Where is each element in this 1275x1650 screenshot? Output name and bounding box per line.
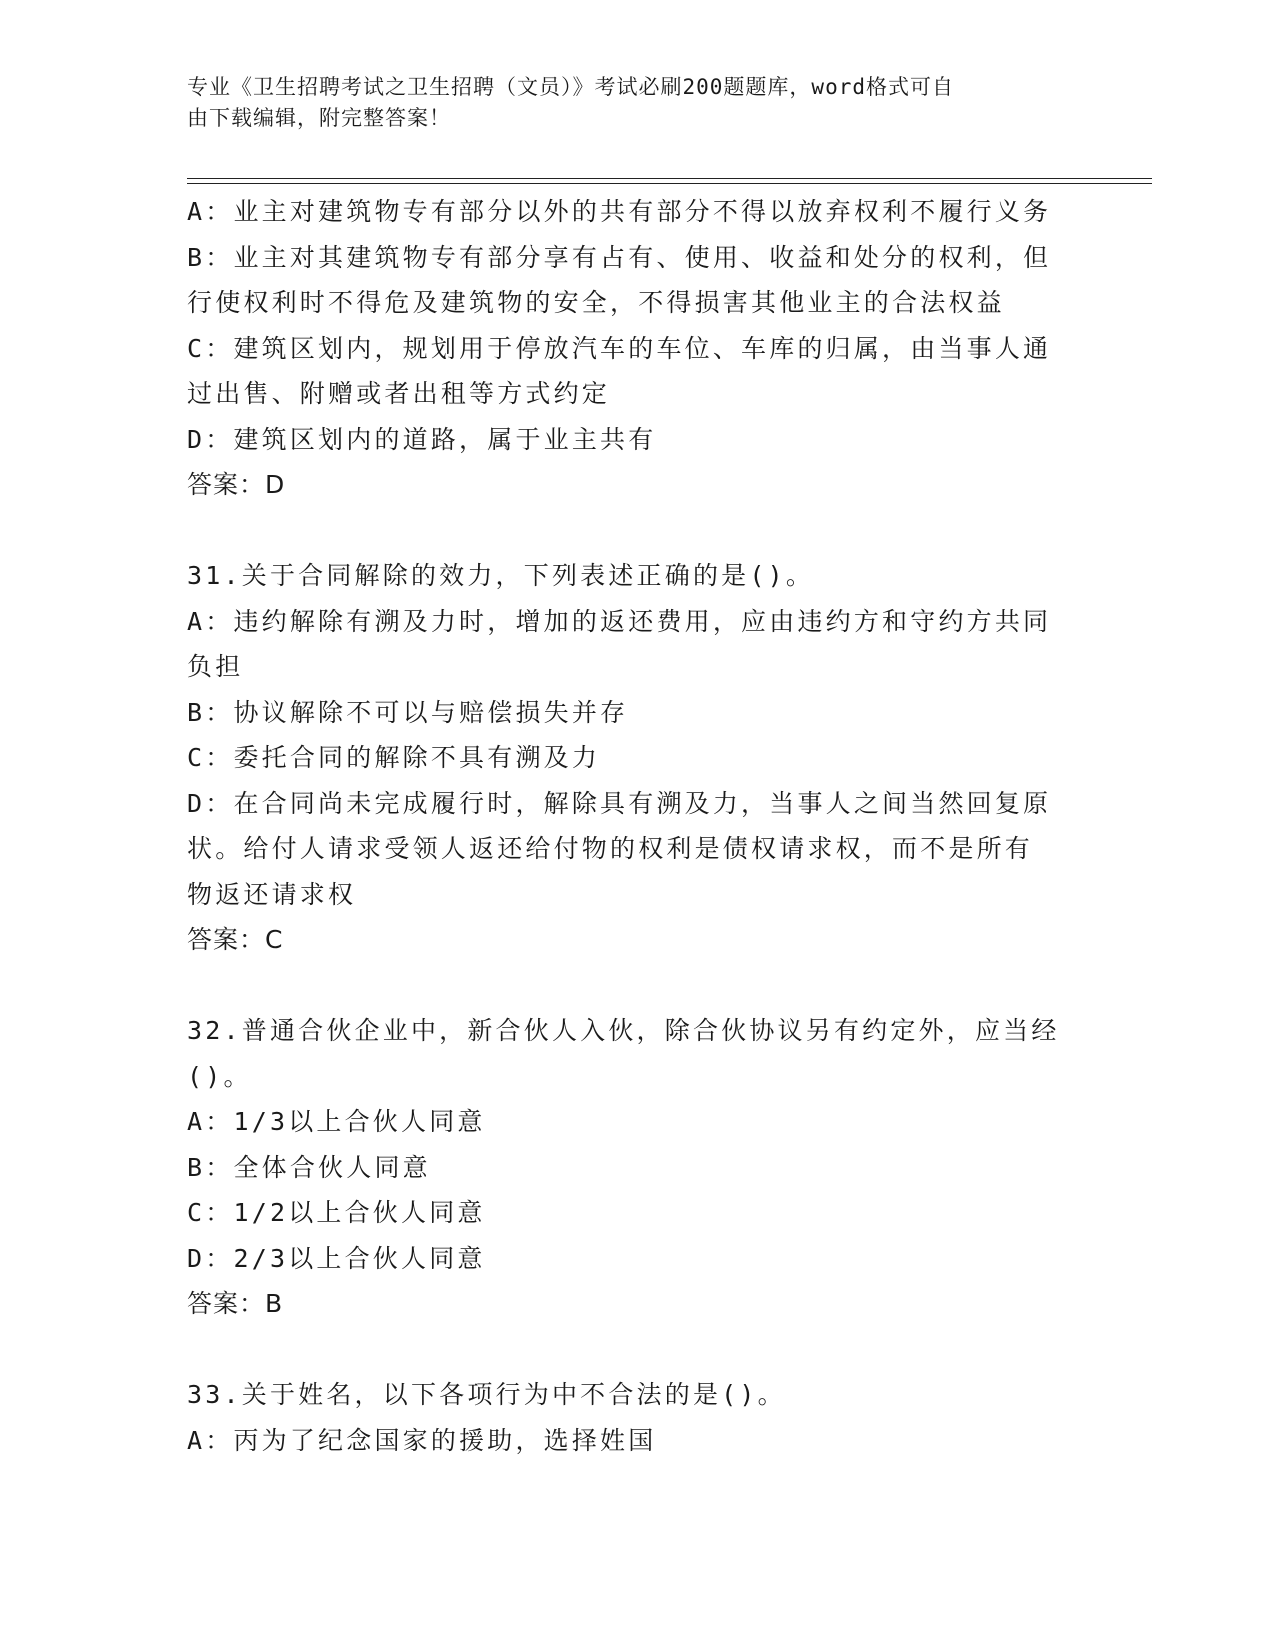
header-line-1: 专业《卫生招聘考试之卫生招聘（文员）》考试必刷200题题库，word格式可自 <box>187 75 954 99</box>
q30-option-d: D：建筑区划内的道路，属于业主共有 <box>187 424 657 454</box>
q32-stem-line-2: ()。 <box>187 1061 252 1091</box>
q31-stem: 31.关于合同解除的效力，下列表述正确的是()。 <box>187 561 815 590</box>
header-line-2: 由下载编辑，附完整答案！ <box>187 106 451 130</box>
q30-option-b-line-2: 行使权利时不得危及建筑物的安全，不得损害其他业主的合法权益 <box>187 288 1005 317</box>
q33-stem: 33.关于姓名，以下各项行为中不合法的是()。 <box>187 1380 786 1409</box>
q32-option-c: C：1/2以上合伙人同意 <box>187 1198 486 1227</box>
q32-option-b: B：全体合伙人同意 <box>187 1152 431 1182</box>
spacer <box>187 963 1077 1009</box>
q32-option-d: D：2/3以上合伙人同意 <box>187 1243 486 1273</box>
q32-stem-line-1: 32.普通合伙企业中，新合伙人入伙，除合伙协议另有约定外，应当经 <box>187 1016 1060 1045</box>
q31-option-d-line-1: D：在合同尚未完成履行时，解除具有溯及力，当事人之间当然回复原 <box>187 788 1052 818</box>
q30-option-c-line-2: 过出售、附赠或者出租等方式约定 <box>187 379 611 408</box>
q31-option-c: C：委托合同的解除不具有溯及力 <box>187 743 601 772</box>
q31-option-d-line-2: 状。给付人请求受领人返还给付物的权利是债权请求权，而不是所有 <box>187 834 1034 863</box>
q33-option-a: A：丙为了纪念国家的援助，选择姓国 <box>187 1425 657 1455</box>
header-divider-bottom <box>187 183 1152 184</box>
q31-option-b: B：协议解除不可以与赔偿损失并存 <box>187 697 629 727</box>
q31-option-d-line-3: 物返还请求权 <box>187 879 357 909</box>
document-header <box>187 72 1077 134</box>
spacer <box>187 1327 1077 1373</box>
q32-answer: 答案：B <box>187 1289 284 1318</box>
question-content <box>187 189 1077 1463</box>
header-divider-top <box>187 178 1152 179</box>
q31-option-a-line-2: 负担 <box>187 652 244 681</box>
q30-option-b-line-1: B：业主对其建筑物专有部分享有占有、使用、收益和处分的权利，但 <box>187 242 1052 272</box>
q30-option-a: A：业主对建筑物专有部分以外的共有部分不得以放弃权利不履行义务 <box>187 197 1052 226</box>
q30-option-c-line-1: C：建筑区划内，规划用于停放汽车的车位、车库的归属，由当事人通 <box>187 333 1052 363</box>
q30-answer: 答案：D <box>187 470 286 499</box>
q31-answer: 答案：C <box>187 925 284 954</box>
spacer <box>187 508 1077 554</box>
q32-option-a: A：1/3以上合伙人同意 <box>187 1107 486 1136</box>
q31-option-a-line-1: A：违约解除有溯及力时，增加的返还费用，应由违约方和守约方共同 <box>187 606 1052 636</box>
